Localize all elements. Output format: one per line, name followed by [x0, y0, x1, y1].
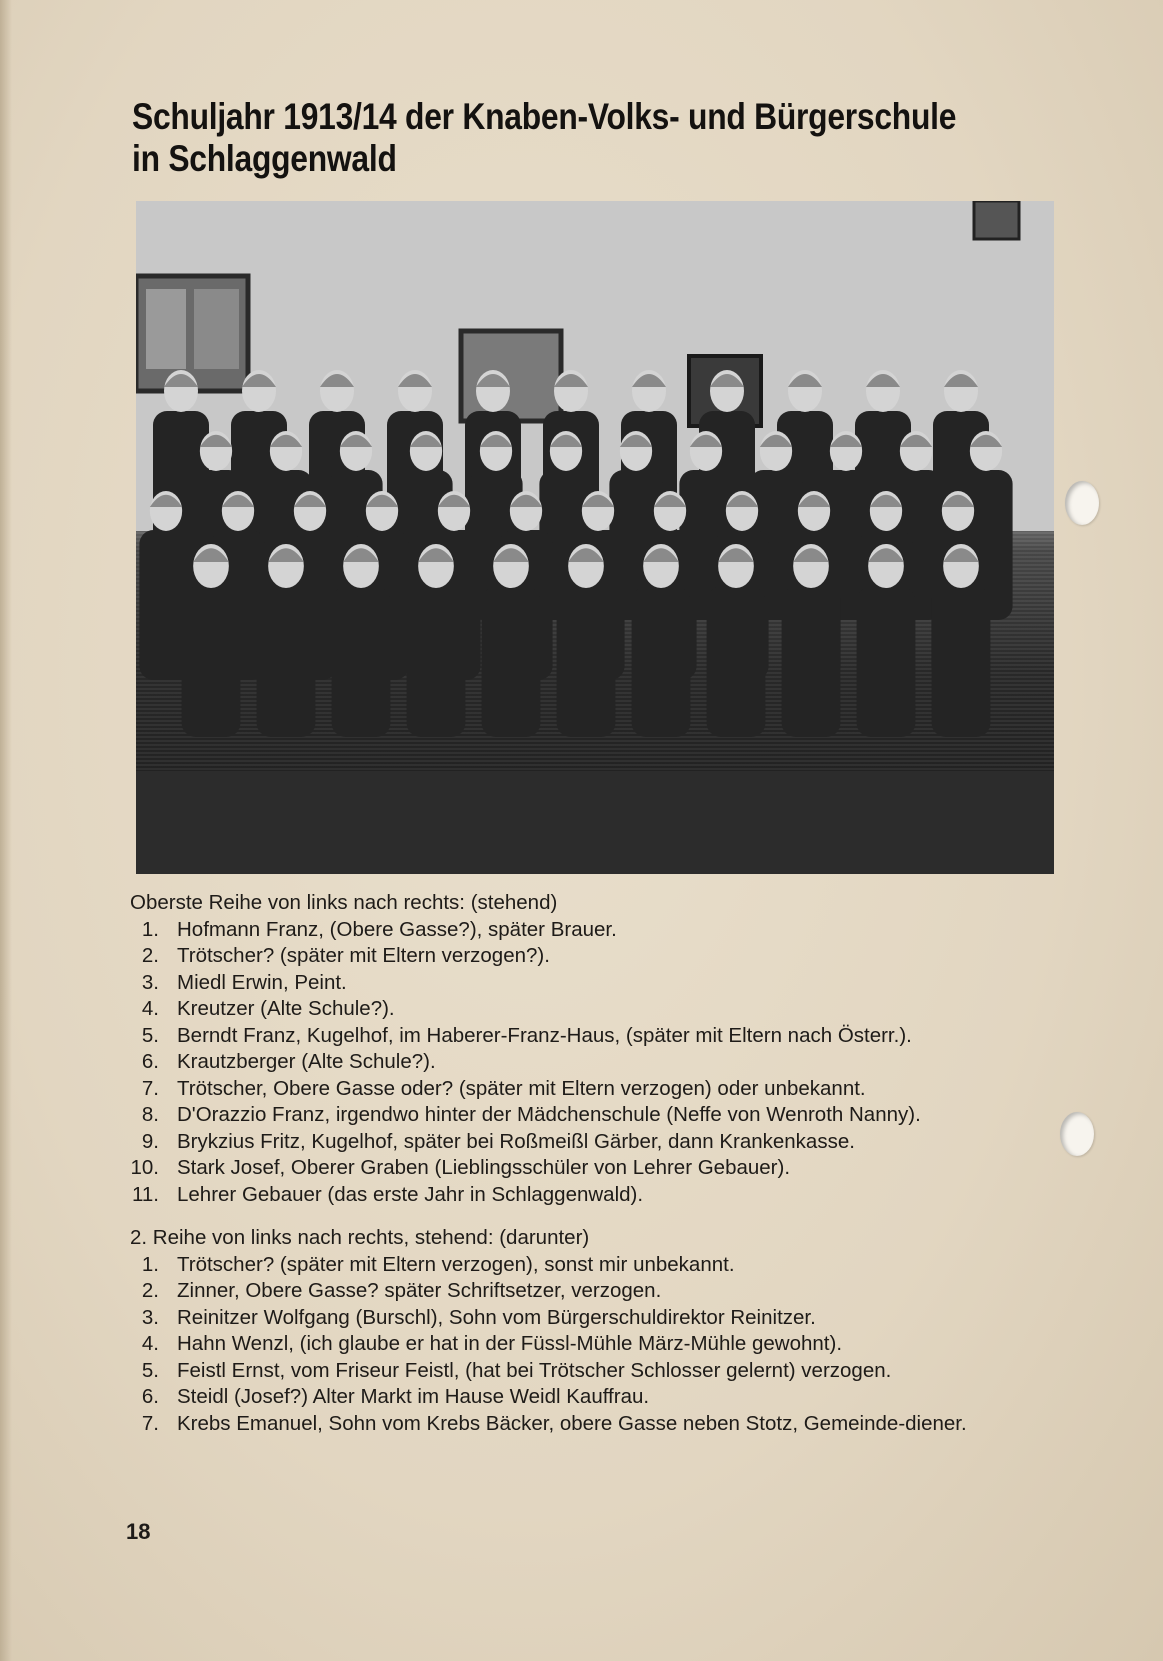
punch-hole-bottom: [1060, 1112, 1094, 1156]
caption-text: [130, 890, 1060, 1437]
section-2-item: [130, 1305, 1060, 1332]
item-number: 11.: [132, 1182, 159, 1206]
item-number: 1.: [141, 917, 159, 941]
section-2-item: [130, 1411, 1060, 1438]
item-text: Zinner, Obere Gasse? später Schriftsetzer, verzogen.: [177, 1279, 662, 1302]
item-text: Hahn Wenzl, (ich glaube er hat in der Füssl-Mühle März-Mühle gewohnt).: [177, 1332, 843, 1355]
section-2-item: [130, 1252, 1060, 1279]
item-number: 2.: [141, 944, 159, 967]
item-text: Feistl Ernst, vom Friseur Feistl, (hat bei Trötscher Schlosser gelernt) verzogen.: [177, 1358, 892, 1382]
section-2-item: [130, 1278, 1060, 1305]
title-line-1: Schuljahr 1913/14 der Knaben-Volks- und Bürgerschule: [132, 96, 957, 137]
item-number: 10.: [130, 1156, 159, 1179]
item-text: Kreutzer (Alte Schule?).: [177, 997, 395, 1020]
item-text: D'Orazzio Franz, irgendwo hinter der Mädchenschule (Neffe von Wenroth Nanny).: [177, 1103, 921, 1126]
item-text: Hofmann Franz, (Obere Gasse?), später Brauer.: [177, 917, 617, 941]
section-1-item: [130, 1023, 1060, 1050]
page-number: 18: [126, 1519, 151, 1544]
class-photo-illustration: [136, 201, 1054, 874]
item-text: Reinitzer Wolfgang (Burschl), Sohn vom Bürgerschuldirektor Reinitzer.: [177, 1305, 816, 1329]
section-2-list: [130, 1252, 1060, 1438]
section-1-item: [130, 1076, 1060, 1103]
item-text: Stark Josef, Oberer Graben (Lieblingsschüler von Lehrer Gebauer).: [177, 1156, 791, 1179]
section-2-item: [130, 1384, 1060, 1411]
section-1-item: [130, 943, 1060, 970]
item-number: 6.: [141, 1385, 159, 1408]
page-title: [132, 96, 957, 180]
title-line-2: in Schlaggenwald: [132, 138, 397, 179]
item-number: 8.: [141, 1103, 159, 1126]
section-1-item: [130, 917, 1060, 944]
section-1-item: [130, 1102, 1060, 1129]
item-number: 3.: [141, 970, 159, 994]
punch-hole-top: [1065, 481, 1099, 525]
section-1-item: [130, 970, 1060, 997]
item-text: Trötscher? (später mit Eltern verzogen), sonst mir unbekannt.: [177, 1252, 735, 1276]
item-number: 7.: [141, 1076, 159, 1100]
class-photo: [136, 201, 1054, 874]
section-2-heading: 2. Reihe von links nach rechts, stehend: (darunter): [130, 1226, 590, 1249]
item-text: Krautzberger (Alte Schule?).: [177, 1050, 436, 1073]
section-1-item: [130, 1129, 1060, 1156]
section-2-item: [130, 1358, 1060, 1385]
section-1-list: [130, 917, 1060, 1209]
item-text: Trötscher? (später mit Eltern verzogen?).: [177, 944, 550, 967]
item-text: Steidl (Josef?) Alter Markt im Hause Weidl Kauffrau.: [177, 1385, 650, 1408]
item-number: 6.: [141, 1050, 159, 1073]
section-1-item: [130, 1155, 1060, 1182]
item-number: 4.: [141, 1332, 159, 1355]
item-number: 9.: [141, 1129, 159, 1153]
item-text: Lehrer Gebauer (das erste Jahr in Schlaggenwald).: [177, 1182, 644, 1206]
section-2-item: [130, 1331, 1060, 1358]
section-1-item: [130, 1182, 1060, 1209]
item-text: Berndt Franz, Kugelhof, im Haberer-Franz-Haus, (später mit Eltern nach Österr.).: [177, 1023, 912, 1047]
item-text: Brykzius Fritz, Kugelhof, später bei Roßmeißl Gärber, dann Krankenkasse.: [177, 1129, 855, 1153]
item-number: 3.: [141, 1305, 159, 1329]
item-number: 2.: [141, 1279, 159, 1302]
item-number: 4.: [141, 997, 159, 1020]
item-number: 7.: [141, 1411, 159, 1435]
section-1-heading: Oberste Reihe von links nach rechts: (stehend): [130, 891, 558, 914]
item-number: 1.: [141, 1252, 159, 1276]
item-text: Trötscher, Obere Gasse oder? (später mit Eltern verzogen) oder unbekannt.: [177, 1076, 866, 1100]
section-1-item: [130, 996, 1060, 1023]
section-1-item: [130, 1049, 1060, 1076]
item-number: 5.: [141, 1358, 159, 1382]
item-number: 5.: [141, 1023, 159, 1047]
item-text: Miedl Erwin, Peint.: [177, 970, 347, 994]
item-text: Krebs Emanuel, Sohn vom Krebs Bäcker, obere Gasse neben Stotz, Gemeinde-diener.: [177, 1411, 967, 1435]
